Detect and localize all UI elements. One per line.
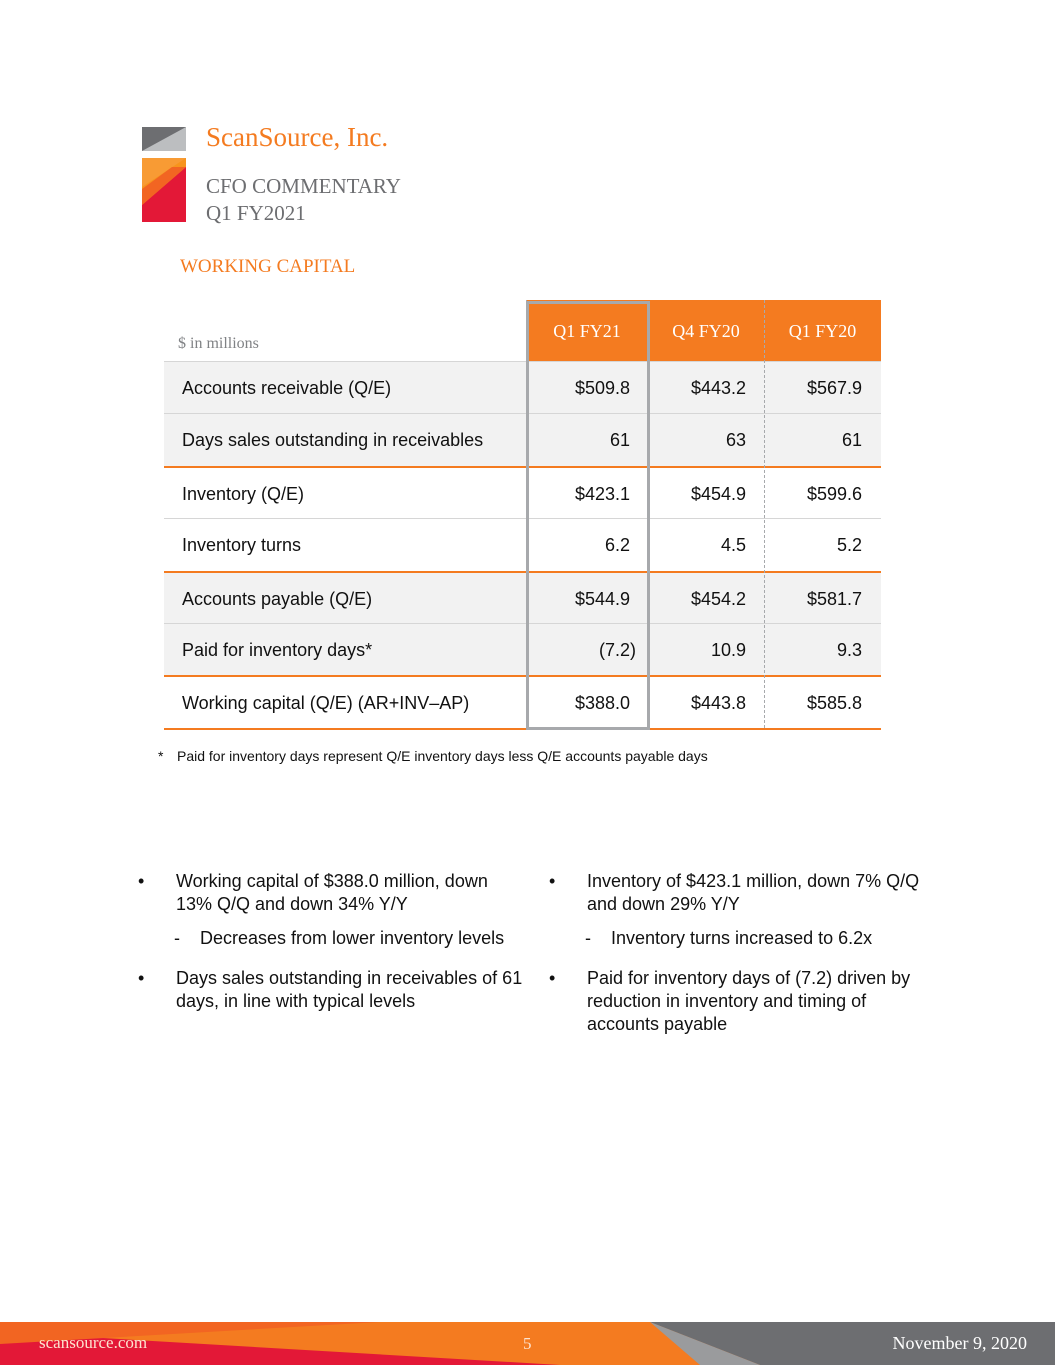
bullet-text: Days sales outstanding in receivables of 61 days, in line with typical levels bbox=[176, 968, 523, 1011]
dash-icon: - bbox=[174, 928, 180, 948]
cell-value: $454.2 bbox=[690, 588, 746, 609]
row-label: Days sales outstanding in receivables bbox=[182, 430, 484, 451]
table-row bbox=[164, 675, 881, 727]
cell-value: $567.9 bbox=[806, 378, 862, 398]
row-label: Inventory (Q/E) bbox=[182, 483, 305, 504]
bullet-icon: • bbox=[138, 968, 145, 988]
footnote bbox=[158, 748, 708, 764]
bullet-item bbox=[138, 870, 528, 916]
table-row bbox=[164, 466, 881, 518]
cell-value: 63 bbox=[725, 430, 746, 451]
row-label: Accounts payable (Q/E) bbox=[182, 588, 373, 609]
bullet-item bbox=[549, 967, 939, 1036]
commentary-right bbox=[549, 870, 939, 1048]
bullet-text: Working capital of $388.0 million, down 13% Q/Q and down 34% Y/Y bbox=[176, 871, 488, 914]
sub-bullet-item bbox=[549, 927, 939, 950]
cell-value: $443.2 bbox=[690, 378, 746, 398]
bullet-icon: • bbox=[138, 871, 145, 891]
table-row bbox=[164, 518, 881, 570]
cell-value: $544.9 bbox=[574, 588, 630, 609]
column-divider bbox=[764, 300, 765, 728]
document-period: Q1 FY2021 bbox=[206, 201, 306, 225]
cell-value: 6.2 bbox=[604, 535, 630, 556]
table-row bbox=[164, 413, 881, 465]
company-name: ScanSource, Inc. bbox=[206, 122, 389, 152]
table-header bbox=[164, 300, 881, 361]
cell-value: $443.8 bbox=[690, 693, 746, 714]
sub-bullet-item bbox=[138, 927, 528, 950]
footnote-text: Paid for inventory days represent Q/E inventory days less Q/E accounts payable days bbox=[177, 748, 708, 764]
row-label: Paid for inventory days* bbox=[182, 639, 373, 660]
cell-value: $581.7 bbox=[806, 588, 862, 609]
footer-date: November 9, 2020 bbox=[892, 1333, 1027, 1353]
row-label: Working capital (Q/E) (AR+INV–AP) bbox=[182, 693, 470, 714]
cell-value: (7.2) bbox=[598, 639, 636, 660]
cell-value: $388.0 bbox=[574, 693, 630, 714]
row-label: Inventory turns bbox=[182, 535, 302, 556]
bullet-icon: • bbox=[549, 968, 556, 988]
column-header: Q1 FY21 bbox=[526, 300, 648, 361]
table-row bbox=[164, 623, 881, 675]
cell-value: $423.1 bbox=[574, 483, 630, 504]
column-header: Q1 FY20 bbox=[764, 300, 881, 361]
cell-value: $585.8 bbox=[806, 693, 862, 714]
cell-value: $509.8 bbox=[574, 378, 630, 398]
cell-value: 9.3 bbox=[836, 639, 862, 660]
cell-value: 61 bbox=[609, 430, 630, 451]
table-row bbox=[164, 571, 881, 623]
footnote-marker: * bbox=[158, 748, 164, 764]
dash-icon: - bbox=[585, 928, 591, 948]
document-title bbox=[206, 173, 401, 227]
row-label: Accounts receivable (Q/E) bbox=[182, 378, 392, 398]
cell-value: 4.5 bbox=[720, 535, 746, 556]
units-label: $ in millions bbox=[178, 335, 259, 352]
document-type: CFO COMMENTARY bbox=[206, 174, 401, 198]
cell-value: $454.9 bbox=[690, 483, 746, 504]
scansource-logo-icon bbox=[142, 127, 186, 222]
cell-value: $599.6 bbox=[806, 483, 862, 504]
bullet-item bbox=[138, 967, 528, 1013]
table-row bbox=[164, 361, 881, 413]
sub-bullet-text: Inventory turns increased to 6.2x bbox=[611, 928, 873, 948]
commentary-left bbox=[138, 870, 528, 1025]
sub-bullet-text: Decreases from lower inventory levels bbox=[200, 928, 505, 948]
footer-website-link[interactable]: scansource.com bbox=[39, 1333, 148, 1352]
section-title: WORKING CAPITAL bbox=[180, 256, 356, 277]
working-capital-table bbox=[164, 300, 881, 730]
page-number: 5 bbox=[523, 1334, 532, 1353]
cell-value: 5.2 bbox=[836, 535, 862, 556]
bullet-text: Paid for inventory days of (7.2) driven by reduction in inventory and timing of accounts payable bbox=[587, 968, 911, 1034]
bullet-item bbox=[549, 870, 939, 916]
bullet-icon: • bbox=[549, 871, 556, 891]
bullet-text: Inventory of $423.1 million, down 7% Q/Q and down 29% Y/Y bbox=[587, 871, 920, 914]
cell-value: 10.9 bbox=[710, 639, 746, 660]
column-header: Q4 FY20 bbox=[648, 300, 764, 361]
current-quarter-highlight bbox=[526, 301, 650, 730]
cell-value: 61 bbox=[841, 430, 862, 451]
